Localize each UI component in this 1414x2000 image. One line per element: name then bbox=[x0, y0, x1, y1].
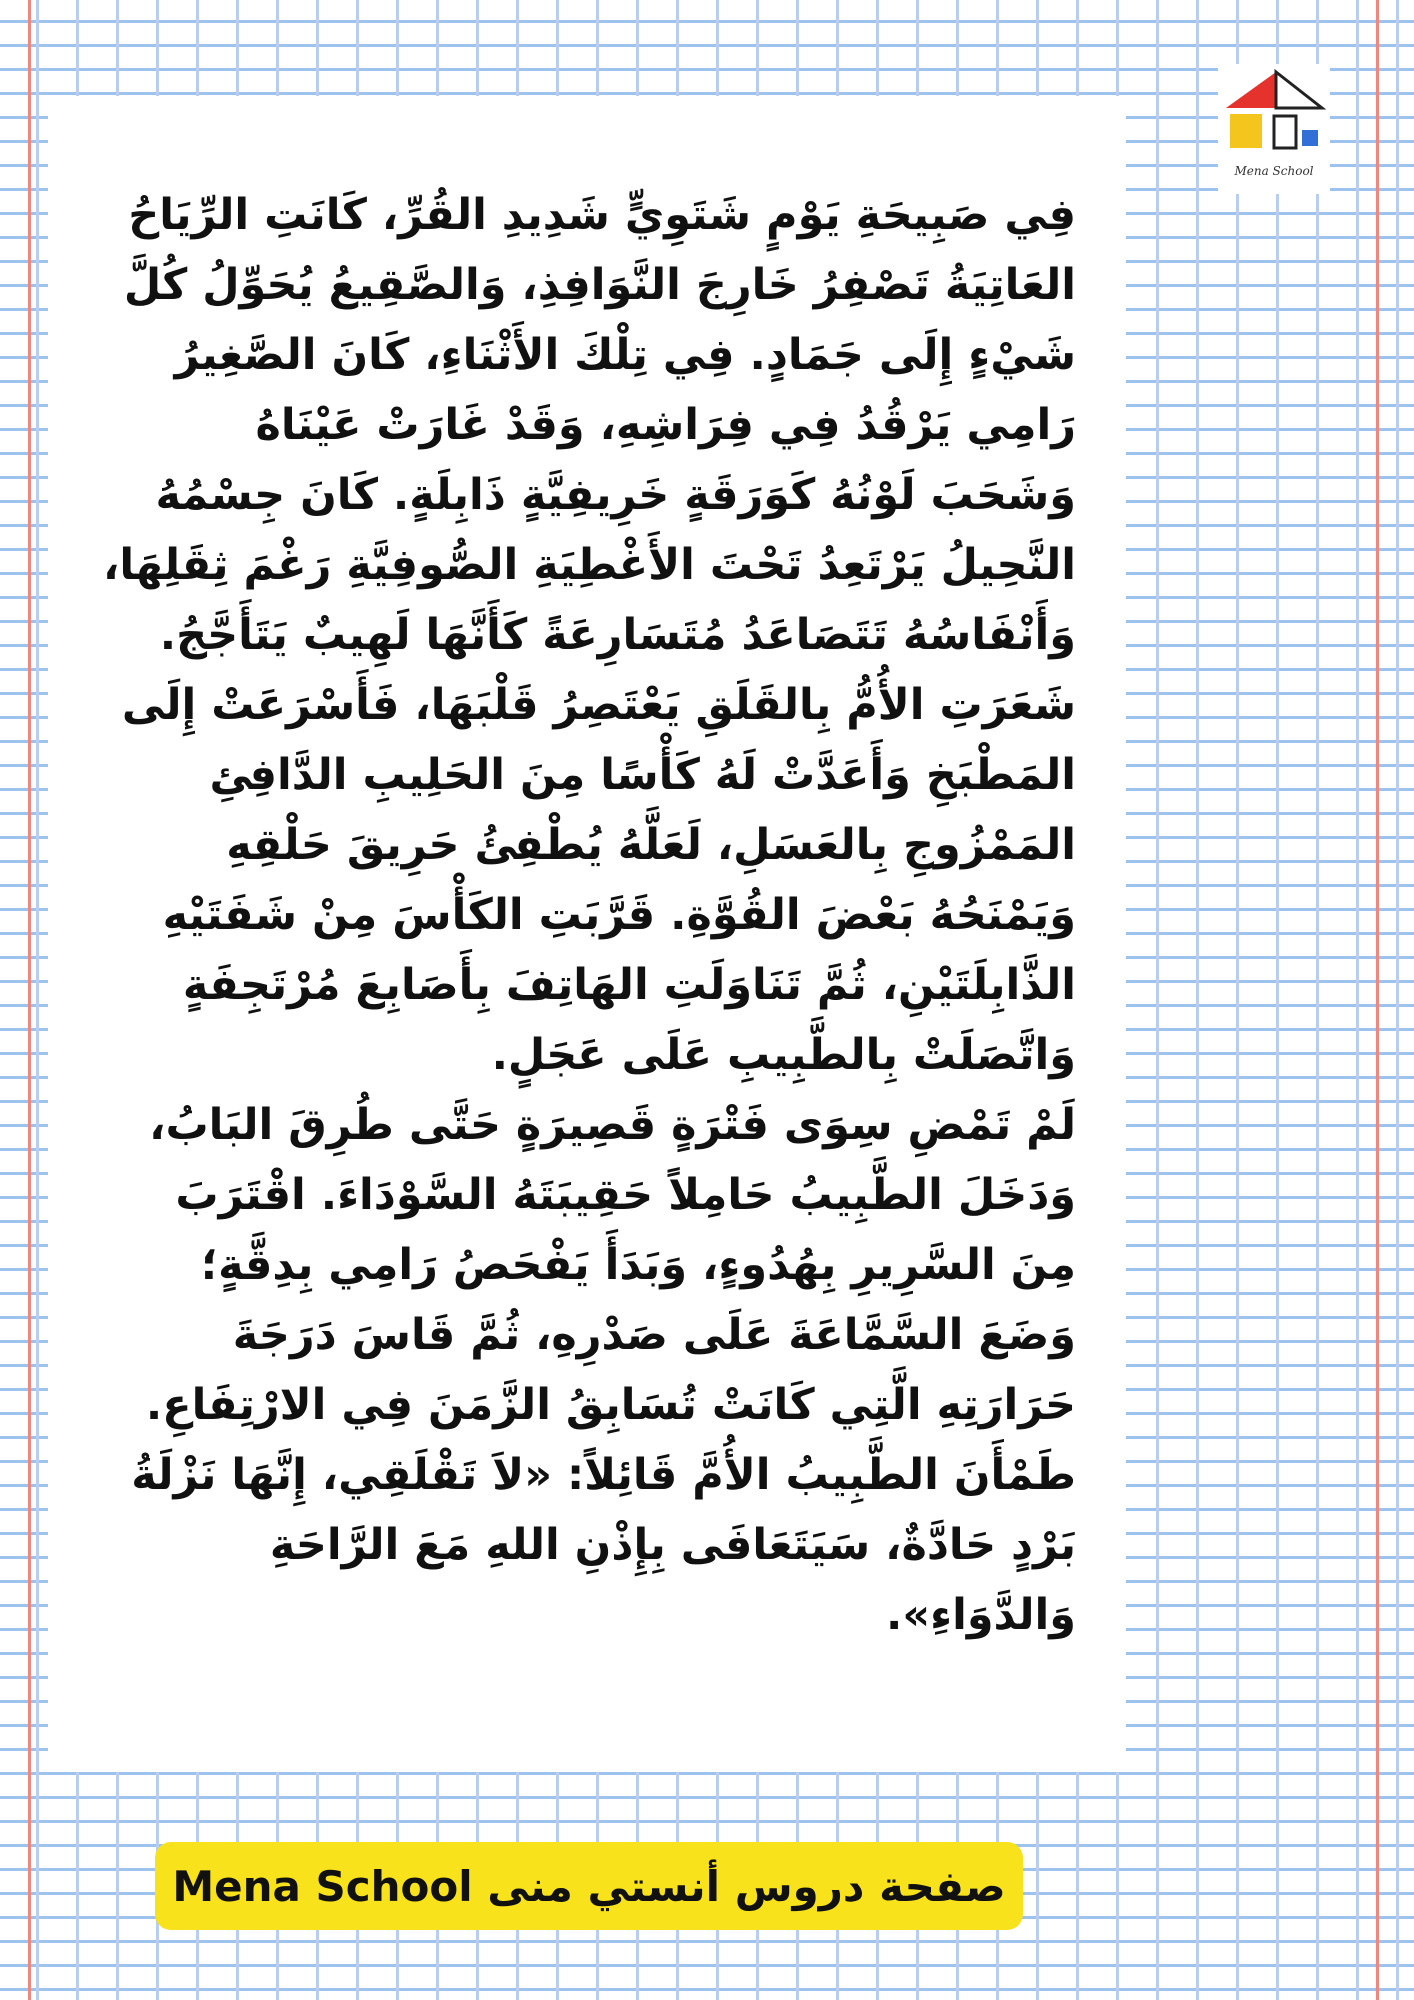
story-paragraph-2: شَعَرَتِ الأُمُّ بِالقَلَقِ يَعْتَصِرُ قَلْبَهَا، فَأَسْرَعَتْ إِلَى المَطْبَخِ وَأَعَدَّتْ لَهُ كَأْسًا مِنَ الحَلِيبِ الدَّافِئِ المَمْزُوجِ بِالعَسَلِ، لَعَلَّهُ يُطْفِئُ حَرِيقَ حَلْقِهِ وَيَمْنَحُهُ بَعْضَ القُوَّةِ. قَرَّبَتِ الكَأْسَ مِنْ شَفَتَيْهِ الذَّابِلَتَيْنِ، ثُمَّ تَنَاوَلَتِ الهَاتِفَ بِأَصَابِعَ مُرْتَجِفَةٍ وَاتَّصَلَتْ بِالطَّبِيبِ عَلَى عَجَلٍ. bbox=[121, 680, 1076, 1080]
logo-house-icon bbox=[1218, 64, 1330, 164]
story-paragraph-3: لَمْ تَمْضِ سِوَى فَتْرَةٍ قَصِيرَةٍ حَتَّى طُرِقَ البَابُ، وَدَخَلَ الطَّبِيبُ حَامِلاً حَقِيبَتَهُ السَّوْدَاءَ. اقْتَرَبَ مِنَ السَّرِيرِ بِهُدُوءٍ، وَبَدَأَ يَفْحَصُ رَامِي بِدِقَّةٍ؛ وَضَعَ السَّمَّاعَةَ عَلَى صَدْرِهِ، ثُمَّ قَاسَ دَرَجَةَ حَرَارَتِهِ الَّتِي كَانَتْ تُسَابِقُ الزَّمَنَ فِي الارْتِفَاعِ. طَمْأَنَ الطَّبِيبُ الأُمَّ قَائِلاً: «لاَ تَقْلَقِي، إِنَّهَا نَزْلَةُ بَرْدٍ حَادَّةٌ، سَيَتَعَافَى بِإِذْنِ اللهِ مَعَ الرَّاحَةِ وَالدَّوَاءِ». bbox=[131, 1100, 1076, 1640]
logo-name: Mena School bbox=[1234, 164, 1314, 178]
footer-badge bbox=[155, 1842, 1023, 1930]
margin-line-right bbox=[1376, 0, 1379, 2000]
footer-label: صفحة دروس أنستي منى Mena School bbox=[172, 1861, 1006, 1911]
story-paragraph-1: فِي صَبِيحَةِ يَوْمٍ شَتَوِيٍّ شَدِيدِ القُرِّ، كَانَتِ الرِّيَاحُ العَاتِيَةُ تَصْفِرُ خَارِجَ النَّوَافِذِ، وَالصَّقِيعُ يُحَوِّلُ كُلَّ شَيْءٍ إِلَى جَمَادٍ. فِي تِلْكَ الأَثْنَاءِ، كَانَ الصَّغِيرُ رَامِي يَرْقُدُ فِي فِرَاشِهِ، وَقَدْ غَارَتْ عَيْنَاهُ وَشَحَبَ لَوْنُهُ كَوَرَقَةٍ خَرِيفِيَّةٍ ذَابِلَةٍ. كَانَ جِسْمُهُ النَّحِيلُ يَرْتَعِدُ تَحْتَ الأَغْطِيَةِ الصُّوفِيَّةِ رَغْمَ ثِقَلِهَا، وَأَنْفَاسُهُ تَتَصَاعَدُ مُتَسَارِعَةً كَأَنَّهَا لَهِيبٌ يَتَأَجَّجُ. bbox=[102, 190, 1076, 660]
margin-line-left bbox=[28, 0, 31, 2000]
school-logo bbox=[1218, 64, 1330, 194]
story-text bbox=[100, 180, 1076, 1650]
